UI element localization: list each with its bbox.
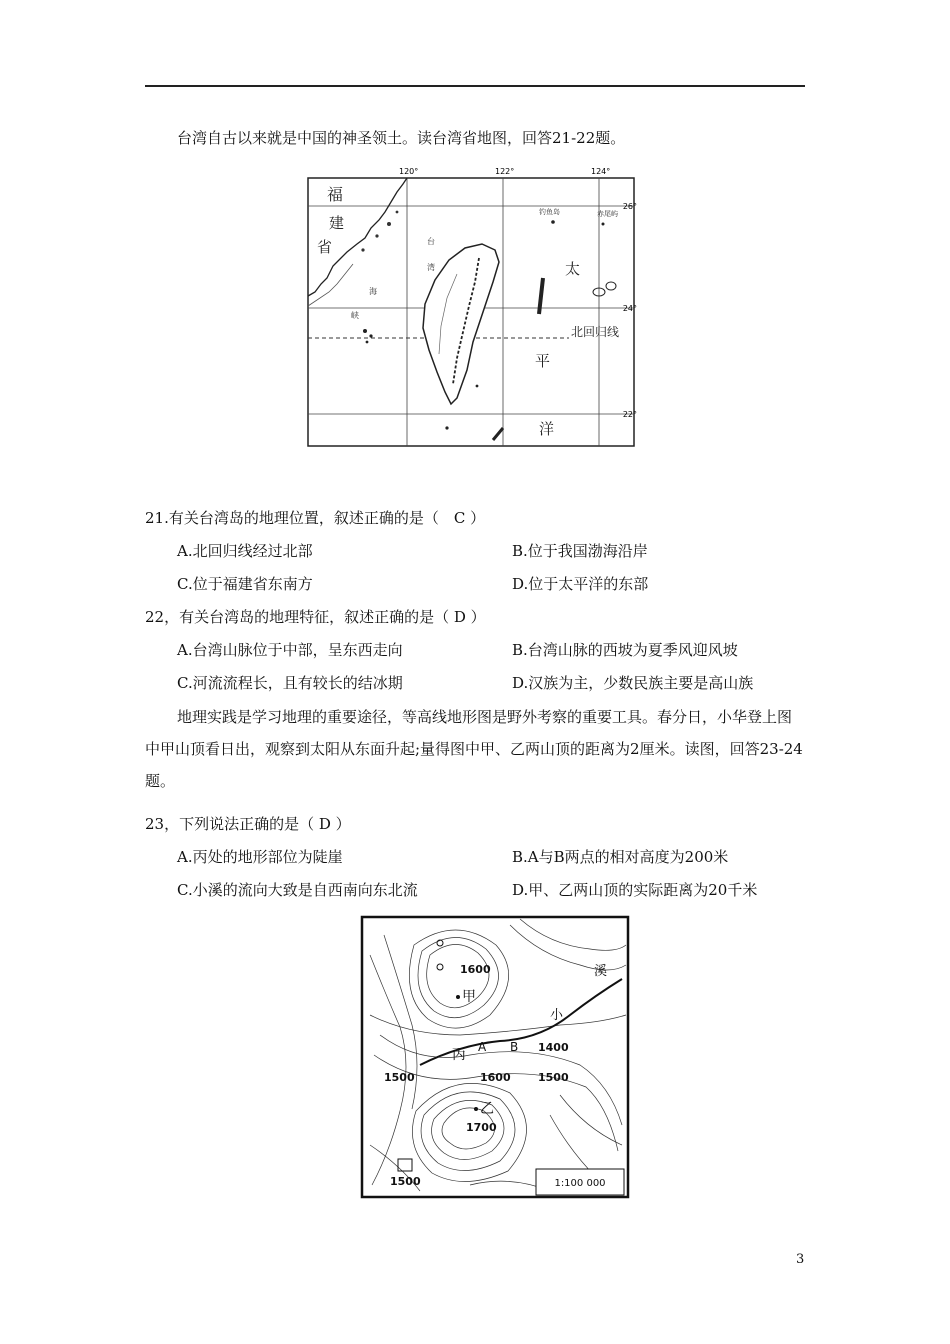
q22-option-a: A.台湾山脉位于中部，呈东西走向: [177, 641, 403, 659]
q22-option-b: B.台湾山脉的西坡为夏季风迎风坡: [512, 641, 738, 659]
ocean-char: 太: [565, 260, 581, 278]
page-number: 3: [796, 1252, 805, 1267]
strait-char: 台: [427, 237, 435, 246]
peak-yi: 乙: [480, 1101, 494, 1117]
province-char: 省: [317, 238, 333, 256]
q23-option-a: A.丙处的地形部位为陡崖: [177, 848, 343, 866]
contour-label: 1600: [460, 963, 491, 976]
intro-taiwan: 台湾自古以来就是中国的神圣领土。读台湾省地图，回答21-22题。: [177, 129, 626, 147]
lon-label: 120°: [399, 167, 419, 176]
q22-option-d: D.汉族为主，少数民族主要是高山族: [512, 674, 754, 692]
province-char: 建: [329, 214, 345, 232]
contour-label: 1500: [538, 1071, 569, 1084]
q23-option-b: B.A与B两点的相对高度为200米: [512, 848, 729, 866]
stream-char: 溪: [594, 964, 608, 979]
ocean-char: 平: [535, 352, 551, 370]
ocean-char: 洋: [539, 420, 555, 438]
contour-label: 1400: [538, 1041, 569, 1054]
lon-label: 122°: [495, 167, 515, 176]
stream-char: 小: [550, 1008, 564, 1023]
header-rule: [145, 85, 805, 87]
q21-option-c: C.位于福建省东南方: [177, 575, 313, 593]
contour-label: 1700: [466, 1121, 497, 1134]
diaoyu-label: 钓鱼岛: [539, 208, 560, 216]
q22-stem: 22，有关台湾岛的地理特征，叙述正确的是（ D ）: [145, 608, 486, 626]
q21-option-b: B.位于我国渤海沿岸: [512, 542, 648, 560]
q23-stem: 23，下列说法正确的是（ D ）: [145, 815, 351, 833]
q21-stem: 21.有关台湾岛的地理位置，叙述正确的是（ C ）: [145, 509, 486, 527]
taiwan-map: [307, 166, 637, 450]
q21-option-a: A.北回归线经过北部: [177, 542, 313, 560]
point-a: A: [478, 1040, 487, 1054]
peak-jia: 甲: [462, 989, 476, 1005]
q21-option-d: D.位于太平洋的东部: [512, 575, 649, 593]
strait-char: 湾: [427, 263, 435, 272]
lat-label: 22°: [622, 410, 637, 419]
contour-label: 1500: [390, 1175, 421, 1188]
province-char: 福: [327, 185, 344, 204]
point-b: B: [510, 1040, 519, 1054]
strait-char: 峡: [351, 311, 359, 320]
intro-contour: 地理实践是学习地理的重要途径，等高线地形图是野外考察的重要工具。春分日，小华登上图中甲山顶看日出，观察到太阳从东面升起;量得图中甲、乙两山顶的距离为2厘米。读图，回答23-24题。: [145, 708, 803, 790]
lon-label: 124°: [591, 167, 611, 176]
lat-label: 24°: [622, 304, 637, 313]
contour-label: 1600: [480, 1071, 511, 1084]
strait-char: 海: [369, 287, 377, 296]
chiwei-label: 赤尾屿: [597, 210, 618, 218]
scale-label: 1:100 000: [554, 1178, 606, 1189]
point-bing: 丙: [452, 1047, 466, 1063]
lat-label: 26°: [622, 202, 637, 211]
q22-option-c: C.河流流程长，且有较长的结冰期: [177, 674, 403, 692]
q23-option-c: C.小溪的流向大致是自西南向东北流: [177, 881, 418, 899]
q23-option-d: D.甲、乙两山顶的实际距离为20千米: [512, 881, 758, 899]
tropic-label: 北回归线: [571, 325, 620, 339]
contour-label: 1500: [384, 1071, 415, 1084]
contour-map: [360, 915, 632, 1201]
